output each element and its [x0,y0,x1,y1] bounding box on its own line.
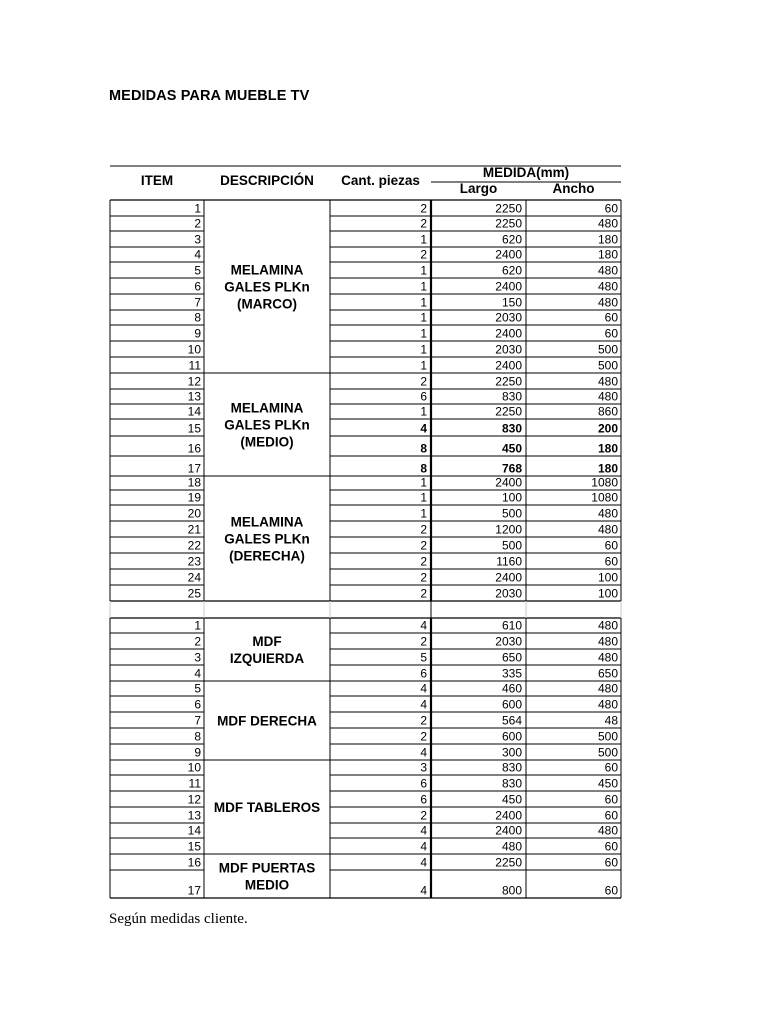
ancho-value: 60 [604,883,618,898]
cant-piezas: 4 [420,883,427,898]
ancho-value: 480 [597,216,618,231]
ancho-value: 860 [597,404,618,419]
cant-piezas: 1 [420,295,427,310]
cant-piezas: 4 [420,697,427,712]
item-number: 7 [194,713,201,728]
item-number: 6 [194,279,201,294]
largo-value: 564 [501,713,522,728]
largo-value: 500 [501,506,522,521]
item-number: 15 [187,421,201,436]
ancho-value: 60 [604,310,618,325]
ancho-value: 650 [597,666,618,681]
largo-value: 650 [501,650,522,665]
item-number: 11 [188,358,201,373]
item-number: 12 [187,792,201,807]
page-title: MEDIDAS PARA MUEBLE TV [109,88,310,104]
cant-piezas: 2 [420,729,427,744]
cant-piezas: 4 [420,618,427,633]
largo-value: 830 [501,776,522,791]
ancho-value: 180 [597,461,618,476]
group-description: MDF PUERTAS [218,860,316,876]
cant-piezas: 2 [420,586,427,601]
item-number: 17 [187,461,201,476]
group-description: MELAMINA [230,400,304,416]
header-ancho: Ancho [552,181,595,196]
group-description: (MARCO) [237,296,297,312]
ancho-value: 60 [604,201,618,216]
item-number: 1 [194,201,201,216]
cant-piezas: 1 [420,404,427,419]
largo-value: 2030 [495,310,522,325]
largo-value: 2400 [495,475,522,490]
largo-value: 620 [501,263,522,278]
ancho-value: 60 [604,538,618,553]
item-number: 5 [194,681,201,696]
ancho-value: 480 [597,374,618,389]
cant-piezas: 1 [420,232,427,247]
item-number: 24 [187,570,201,585]
cant-piezas: 1 [420,342,427,357]
item-number: 2 [194,216,201,231]
header-medida: MEDIDA(mm) [482,165,570,180]
largo-value: 450 [501,792,522,807]
ancho-value: 480 [597,279,618,294]
item-number: 6 [194,697,201,712]
item-number: 22 [187,538,201,553]
largo-value: 2400 [495,570,522,585]
group-description: IZQUIERDA [229,651,305,666]
largo-value: 620 [501,232,522,247]
ancho-value: 180 [597,441,618,456]
cant-piezas: 6 [420,666,427,681]
group-description: GALES PLKn [224,417,310,433]
ancho-value: 480 [597,634,618,649]
cant-piezas: 1 [420,490,427,505]
ancho-value: 60 [604,808,618,823]
item-number: 15 [187,839,201,854]
cant-piezas: 4 [420,855,427,870]
ancho-value: 1080 [591,490,618,505]
largo-value: 600 [501,729,522,744]
item-number: 9 [194,745,201,760]
ancho-value: 100 [597,570,618,585]
ancho-value: 500 [597,358,618,373]
ancho-value: 180 [597,247,618,262]
group-description: MELAMINA [230,514,304,530]
ancho-value: 60 [604,855,618,870]
group-description: MELAMINA [230,262,304,278]
ancho-value: 100 [597,586,618,601]
largo-value: 480 [501,839,522,854]
largo-value: 150 [501,295,522,310]
ancho-value: 480 [597,295,618,310]
ancho-value: 500 [597,729,618,744]
largo-value: 2250 [495,216,522,231]
cant-piezas: 4 [420,823,427,838]
ancho-value: 48 [604,713,618,728]
item-number: 12 [187,374,201,389]
largo-value: 1200 [495,522,522,537]
largo-value: 2400 [495,358,522,373]
item-number: 3 [194,650,201,665]
largo-value: 450 [501,441,522,456]
largo-value: 2250 [495,201,522,216]
ancho-value: 480 [597,263,618,278]
largo-value: 800 [501,883,522,898]
largo-value: 500 [501,538,522,553]
largo-value: 2400 [495,247,522,262]
cant-piezas: 1 [420,279,427,294]
cant-piezas: 2 [420,522,427,537]
item-number: 7 [194,295,201,310]
cant-piezas: 4 [420,681,427,696]
header-descripcion: DESCRIPCIÓN [220,173,314,188]
item-number: 10 [187,342,201,357]
cant-piezas: 4 [420,421,427,436]
largo-value: 2030 [495,342,522,357]
cant-piezas: 2 [420,808,427,823]
cant-piezas: 3 [420,760,427,775]
item-number: 8 [194,729,201,744]
item-number: 13 [187,808,201,823]
cant-piezas: 2 [420,538,427,553]
item-number: 14 [187,404,201,419]
ancho-value: 60 [604,760,618,775]
largo-value: 830 [501,421,522,436]
item-number: 9 [194,326,201,341]
ancho-value: 480 [597,506,618,521]
cant-piezas: 1 [420,326,427,341]
cant-piezas: 5 [420,650,427,665]
largo-value: 2400 [495,823,522,838]
group-description: (MEDIO) [240,434,294,450]
ancho-value: 480 [597,697,618,712]
cant-piezas: 2 [420,216,427,231]
largo-value: 830 [501,760,522,775]
ancho-value: 480 [597,389,618,404]
cant-piezas: 4 [420,745,427,760]
largo-value: 830 [501,389,522,404]
cant-piezas: 1 [420,263,427,278]
footer-note: Según medidas cliente. [109,911,248,927]
item-number: 4 [194,247,201,262]
group-description: MDF DERECHA [217,713,317,729]
cant-piezas: 1 [420,358,427,373]
item-number: 1 [194,618,201,633]
cant-piezas: 1 [420,475,427,490]
cant-piezas: 1 [420,506,427,521]
item-number: 4 [194,666,201,681]
ancho-value: 480 [597,522,618,537]
cant-piezas: 4 [420,839,427,854]
item-number: 5 [194,263,201,278]
ancho-value: 60 [604,839,618,854]
largo-value: 2400 [495,279,522,294]
cant-piezas: 2 [420,247,427,262]
cant-piezas: 6 [420,792,427,807]
header-largo: Largo [459,181,498,196]
largo-value: 610 [501,618,522,633]
ancho-value: 480 [597,650,618,665]
item-number: 3 [194,232,201,247]
ancho-value: 500 [597,745,618,760]
largo-value: 2250 [495,404,522,419]
largo-value: 2400 [495,808,522,823]
ancho-value: 500 [597,342,618,357]
largo-value: 100 [501,490,522,505]
cant-piezas: 2 [420,713,427,728]
group-description: (DERECHA) [229,548,305,564]
header-cant-piezas: Cant. piezas [341,173,420,188]
item-number: 19 [187,490,201,505]
group-description: MDF [252,634,282,649]
ancho-value: 480 [597,681,618,696]
item-number: 21 [187,522,201,537]
item-number: 18 [187,475,201,490]
group-description: MDF TABLEROS [213,800,321,815]
group-description: MEDIO [244,877,290,893]
ancho-value: 480 [597,823,618,838]
group-description: GALES PLKn [224,279,310,295]
item-number: 20 [187,506,201,521]
item-number: 25 [187,586,201,601]
ancho-value: 60 [604,554,618,569]
group-description: GALES PLKn [224,531,310,547]
cant-piezas: 2 [420,634,427,649]
item-number: 17 [187,883,201,898]
item-number: 2 [194,634,201,649]
ancho-value: 180 [597,232,618,247]
cant-piezas: 8 [420,441,427,456]
largo-value: 2400 [495,326,522,341]
ancho-value: 480 [597,618,618,633]
largo-value: 2250 [495,374,522,389]
cant-piezas: 2 [420,570,427,585]
cant-piezas: 1 [420,310,427,325]
ancho-value: 450 [597,776,618,791]
cant-piezas: 2 [420,201,427,216]
item-number: 16 [187,855,201,870]
ancho-value: 1080 [591,475,618,490]
item-number: 11 [188,776,201,791]
item-number: 14 [187,823,201,838]
cant-piezas: 2 [420,554,427,569]
cant-piezas: 8 [420,461,427,476]
largo-value: 1160 [496,554,522,569]
item-number: 10 [187,760,201,775]
largo-value: 460 [501,681,522,696]
item-number: 8 [194,310,201,325]
item-number: 16 [187,441,201,456]
ancho-value: 60 [604,326,618,341]
ancho-value: 60 [604,792,618,807]
largo-value: 2030 [495,634,522,649]
largo-value: 2030 [495,586,522,601]
header-item: ITEM [140,173,174,188]
largo-value: 768 [501,461,522,476]
largo-value: 300 [501,745,522,760]
largo-value: 600 [501,697,522,712]
largo-value: 2250 [495,855,522,870]
cant-piezas: 2 [420,374,427,389]
ancho-value: 200 [597,421,618,436]
item-number: 13 [187,389,201,404]
cant-piezas: 6 [420,776,427,791]
cant-piezas: 6 [420,389,427,404]
largo-value: 335 [501,666,522,681]
item-number: 23 [187,554,201,569]
